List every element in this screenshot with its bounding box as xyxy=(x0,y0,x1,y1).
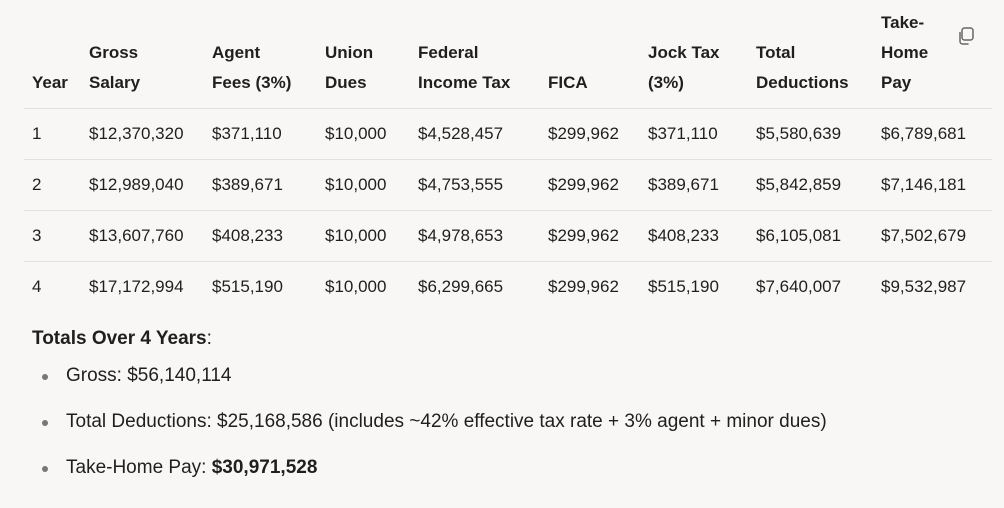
column-header-line: Agent xyxy=(212,43,261,62)
table-cell: 1 xyxy=(24,109,81,160)
table-cell: $408,233 xyxy=(204,211,317,262)
table-row xyxy=(24,160,992,211)
table-cell: $10,000 xyxy=(317,211,410,262)
column-header xyxy=(540,8,640,109)
table-cell: $299,962 xyxy=(540,109,640,160)
column-header xyxy=(81,8,204,109)
table-cell: $299,962 xyxy=(540,211,640,262)
totals-heading-colon: : xyxy=(206,328,212,349)
column-header-line: (3%) xyxy=(648,73,684,92)
column-header-line: Deductions xyxy=(756,73,849,92)
totals-heading xyxy=(32,328,212,350)
totals-list-item xyxy=(32,410,827,434)
table-row xyxy=(24,211,992,262)
table-cell: 4 xyxy=(32,277,42,296)
totals-list xyxy=(32,364,827,502)
table-cell: $5,580,639 xyxy=(748,109,873,160)
table-cell: $12,370,320 xyxy=(81,109,204,160)
totals-item-label: Gross: xyxy=(66,365,128,386)
table-cell: $12,989,040 xyxy=(81,160,204,211)
column-header-line: Salary xyxy=(89,73,141,92)
table-cell: $7,146,181 xyxy=(873,160,992,211)
totals-item-label: Take-Home Pay: xyxy=(66,457,212,478)
table-row xyxy=(24,262,992,313)
table-cell: $7,640,007 xyxy=(756,277,842,296)
column-header-line: Year xyxy=(32,73,68,92)
table-cell: $6,105,081 xyxy=(748,211,873,262)
table-cell: $389,671 xyxy=(204,160,317,211)
column-header-line: Jock Tax xyxy=(648,43,720,62)
totals-item-label: Total Deductions: xyxy=(66,411,218,432)
column-header-line: Fees (3%) xyxy=(212,73,292,92)
table-row xyxy=(24,109,992,160)
column-header-line: Home xyxy=(881,43,929,62)
table-cell: $6,299,665 xyxy=(418,277,504,296)
column-header-line: FICA xyxy=(548,73,588,92)
column-header xyxy=(748,8,873,109)
totals-list-item xyxy=(32,456,827,480)
table-cell: $4,528,457 xyxy=(410,109,540,160)
table-header-row xyxy=(24,8,992,109)
column-header-line: Pay xyxy=(881,73,912,92)
table-cell: $4,978,653 xyxy=(410,211,540,262)
column-header-line: Income Tax xyxy=(418,73,511,92)
table-cell: $17,172,994 xyxy=(89,277,184,296)
table-cell: $10,000 xyxy=(317,109,410,160)
table-cell: $299,962 xyxy=(540,160,640,211)
table-cell: $408,233 xyxy=(640,211,748,262)
column-header xyxy=(410,8,540,109)
table-cell: $371,110 xyxy=(204,109,317,160)
table-cell: $4,753,555 xyxy=(410,160,540,211)
table-cell: $10,000 xyxy=(317,160,410,211)
totals-item-value: $56,140,114 xyxy=(127,365,232,386)
column-header-line: Gross xyxy=(89,43,139,62)
table-cell: $5,842,859 xyxy=(748,160,873,211)
column-header-line: Federal xyxy=(418,43,479,62)
table-cell: $7,502,679 xyxy=(873,211,992,262)
column-header xyxy=(204,8,317,109)
table-cell: $515,190 xyxy=(212,277,283,296)
column-header-line: Total xyxy=(756,43,796,62)
table-cell: $10,000 xyxy=(325,277,387,296)
table-cell: $371,110 xyxy=(640,109,748,160)
column-header xyxy=(317,8,410,109)
column-header-line: Take- xyxy=(881,13,925,32)
totals-item-value: $30,971,528 xyxy=(211,457,318,478)
totals-list-item xyxy=(32,364,827,388)
table-cell: 3 xyxy=(24,211,81,262)
table-cell: $13,607,760 xyxy=(81,211,204,262)
table-cell: $6,789,681 xyxy=(873,109,992,160)
column-header xyxy=(873,8,992,109)
totals-item-value: $25,168,586 (includes ~42% effective tax rate + 3% agent + minor dues) xyxy=(217,411,827,432)
column-header-line: Union xyxy=(325,43,374,62)
table-cell: $9,532,987 xyxy=(881,277,967,296)
table-cell: $299,962 xyxy=(548,277,619,296)
table-cell: $389,671 xyxy=(640,160,748,211)
totals-heading-text: Totals Over 4 Years xyxy=(32,328,207,349)
table-cell: $515,190 xyxy=(648,277,719,296)
salary-breakdown-table xyxy=(24,8,992,312)
table-cell: 2 xyxy=(24,160,81,211)
column-header xyxy=(24,8,81,109)
column-header-line: Dues xyxy=(325,73,367,92)
column-header xyxy=(640,8,748,109)
